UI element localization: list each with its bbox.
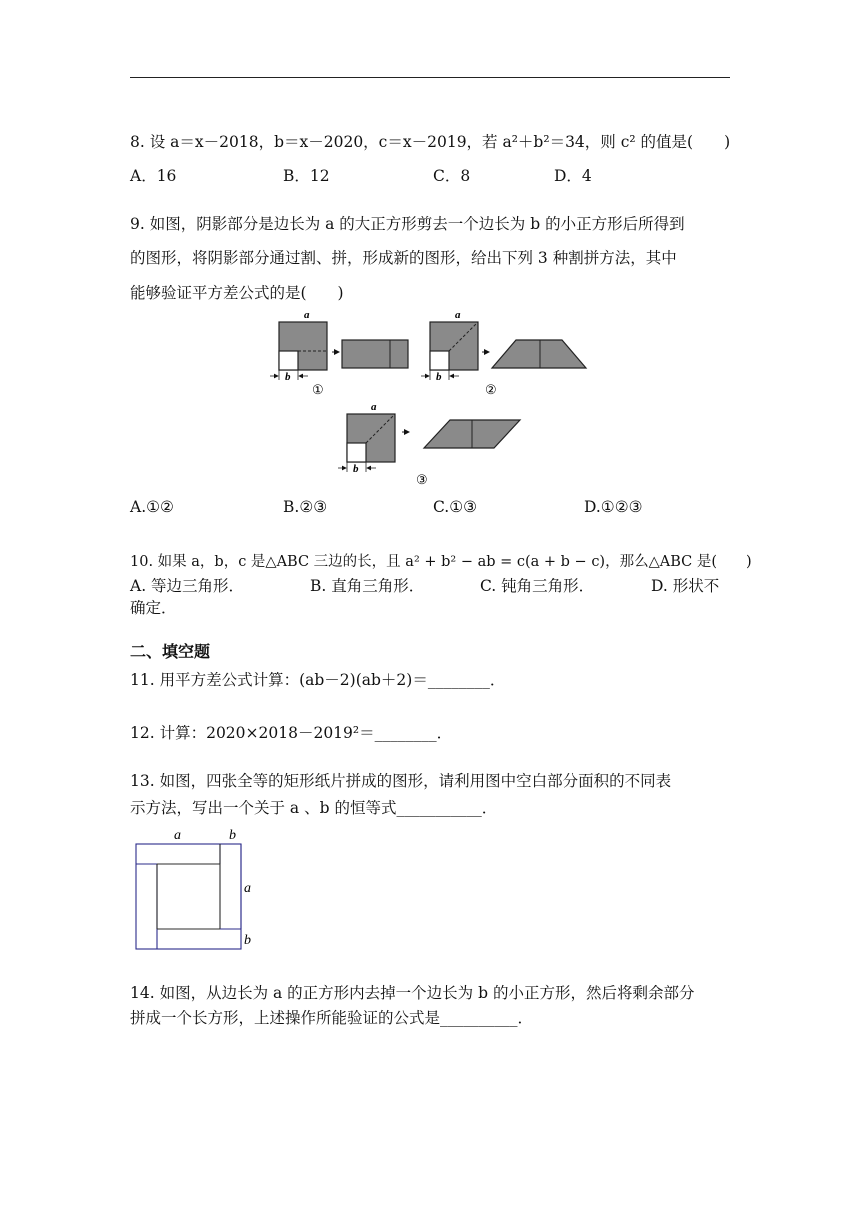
question-9-line-1: 9. 如图，阴影部分是边长为 a 的大正方形剪去一个边长为 b 的小正方形后所得到 [130, 215, 685, 233]
q9-option-c: C.①③ [433, 498, 478, 516]
q8-option-d: D．4 [554, 167, 592, 185]
q9-figure [260, 306, 600, 488]
q9-option-a: A.①② [130, 498, 174, 516]
q9-figure-2 [421, 309, 586, 397]
q9-fig1-label-a: a [304, 309, 310, 321]
q9-fig2-label-a: a [455, 309, 461, 321]
header-rule [130, 77, 730, 78]
q10-option-c: C. 钝角三角形． [480, 577, 595, 595]
q13-label-a-right: a [244, 881, 251, 896]
question-11-text: 11. 用平方差公式计算：(ab－2)(ab＋2)＝________． [130, 671, 506, 689]
q13-label-b-top: b [229, 828, 236, 843]
q9-figure-3 [338, 401, 520, 487]
question-12-text: 12. 计算：2020×2018－2019²＝________． [130, 724, 453, 742]
q9-fig1-number: ① [312, 382, 324, 397]
q13-label-a-top: a [174, 828, 181, 843]
q8-option-a: A．16 [130, 167, 177, 185]
q9-figure-1 [270, 309, 408, 397]
q9-fig1-label-b: b [285, 371, 291, 383]
q9-option-b: B.②③ [283, 498, 328, 516]
q10-option-d: D. 形状不 [651, 577, 720, 595]
question-13-line-2: 示方法，写出一个关于 a 、b 的恒等式___________． [130, 799, 498, 817]
question-10-line-1: 10. 如果 a，b，c 是△ABC 三边的长，且 a² + b² − ab = c(a + b − c)，那么△ABC 是( ) [130, 554, 752, 570]
q10-option-b: B. 直角三角形． [310, 577, 425, 595]
q9-fig2-number: ② [485, 382, 497, 397]
q9-option-d: D.①②③ [584, 498, 643, 516]
section-title: 二、填空题 [130, 642, 211, 661]
q8-option-c: C．8 [433, 167, 471, 185]
q9-fig3-label-a: a [371, 401, 377, 413]
q13-figure [130, 824, 270, 954]
q9-fig3-label-b: b [353, 463, 359, 475]
q10-option-a: A. 等边三角形． [130, 577, 245, 595]
q13-label-b-right: b [244, 933, 251, 948]
question-10-line-3: 确定． [130, 599, 177, 617]
question-14-line-1: 14. 如图，从边长为 a 的正方形内去掉一个边长为 b 的小正方形，然后将剩余部分 [130, 984, 695, 1002]
question-9-line-3: 能够验证平方差公式的是( ) [130, 284, 344, 302]
q8-option-b: B．12 [283, 167, 330, 185]
question-8-text: 8. 设 a＝x－2018，b＝x－2020，c＝x－2019，若 a²＋b²＝34，则 c² 的值是( ) [130, 133, 731, 151]
question-13-line-1: 13. 如图，四张全等的矩形纸片拼成的图形，请利用图中空白部分面积的不同表 [130, 772, 672, 790]
question-14-line-2: 拼成一个长方形，上述操作所能验证的公式是__________． [130, 1009, 534, 1027]
q9-fig2-label-b: b [436, 371, 442, 383]
question-9-line-2: 的图形，将阴影部分通过割、拼，形成新的图形，给出下列 3 种割拼方法，其中 [130, 249, 677, 267]
q9-fig3-number: ③ [416, 472, 428, 487]
